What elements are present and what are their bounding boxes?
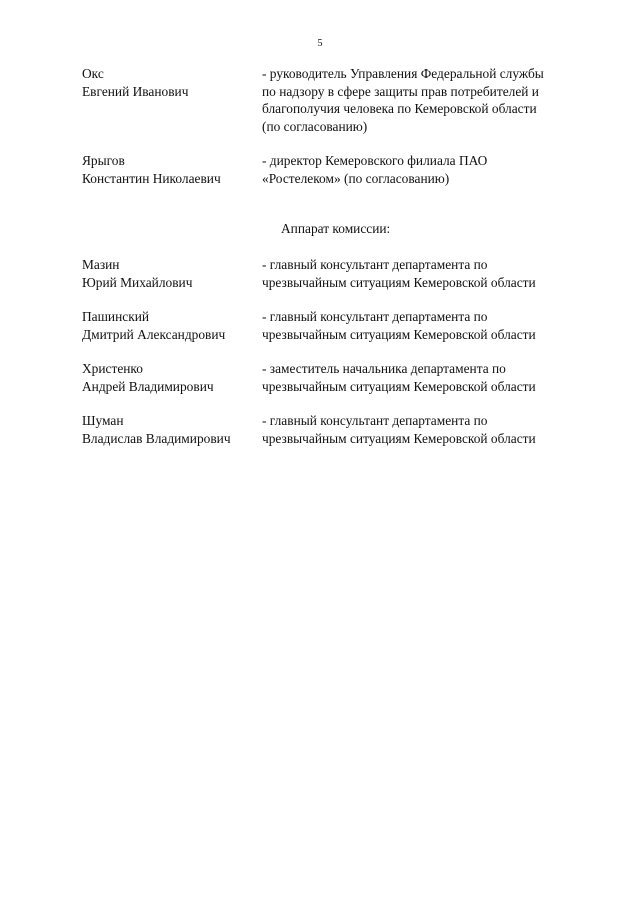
member-name: [82, 360, 260, 395]
member-role-line: чрезвычайным ситуациям Кемеровской области: [262, 274, 536, 290]
member-given-names: Дмитрий Александрович: [82, 326, 226, 342]
member-role: [262, 152, 602, 187]
member-surname: Мазин: [82, 257, 120, 272]
member-role-line: чрезвычайным ситуациям Кемеровской области: [262, 326, 536, 342]
member-surname: Христенко: [82, 361, 143, 376]
member-role: [262, 65, 602, 135]
member-surname: Окс: [82, 66, 104, 81]
member-role-line: - главный консультант департамента по: [262, 257, 488, 272]
member-given-names: Евгений Иванович: [82, 83, 189, 99]
member-role: [262, 412, 602, 447]
member-role-line: - директор Кемеровского филиала ПАО: [262, 153, 488, 168]
member-name: [82, 308, 260, 343]
member-role-line: чрезвычайным ситуациям Кемеровской области: [262, 430, 536, 446]
member-surname: Шуман: [82, 413, 124, 428]
section-heading-apparatus: Аппарат комиссии:: [281, 221, 391, 236]
member-role-line: - заместитель начальника департамента по: [262, 361, 506, 376]
member-role-line: чрезвычайным ситуациям Кемеровской области: [262, 378, 536, 394]
page-number: 5: [317, 38, 323, 49]
member-given-names: Андрей Владимирович: [82, 378, 214, 394]
member-given-names: Константин Николаевич: [82, 170, 221, 186]
member-role-line: благополучия человека по Кемеровской области: [262, 101, 537, 116]
member-surname: Ярыгов: [82, 153, 125, 168]
member-surname: Пашинский: [82, 309, 150, 324]
member-role-line: по надзору в сфере защиты прав потребителей и: [262, 83, 539, 99]
member-role: [262, 360, 602, 395]
member-role-line: (по согласованию): [262, 118, 368, 134]
member-role-line: - главный консультант департамента по: [262, 309, 488, 324]
member-given-names: Юрий Михайлович: [82, 274, 193, 290]
member-name: [82, 256, 260, 291]
member-role: [262, 308, 602, 343]
member-role: [262, 256, 602, 291]
member-role-line: - руководитель Управления Федеральной службы: [262, 66, 544, 81]
member-name: [82, 65, 260, 100]
member-name: [82, 152, 260, 187]
member-role-line: «Ростелеком» (по согласованию): [262, 170, 450, 186]
member-name: [82, 412, 260, 447]
member-given-names: Владислав Владимирович: [82, 430, 231, 446]
member-role-line: - главный консультант департамента по: [262, 413, 488, 428]
